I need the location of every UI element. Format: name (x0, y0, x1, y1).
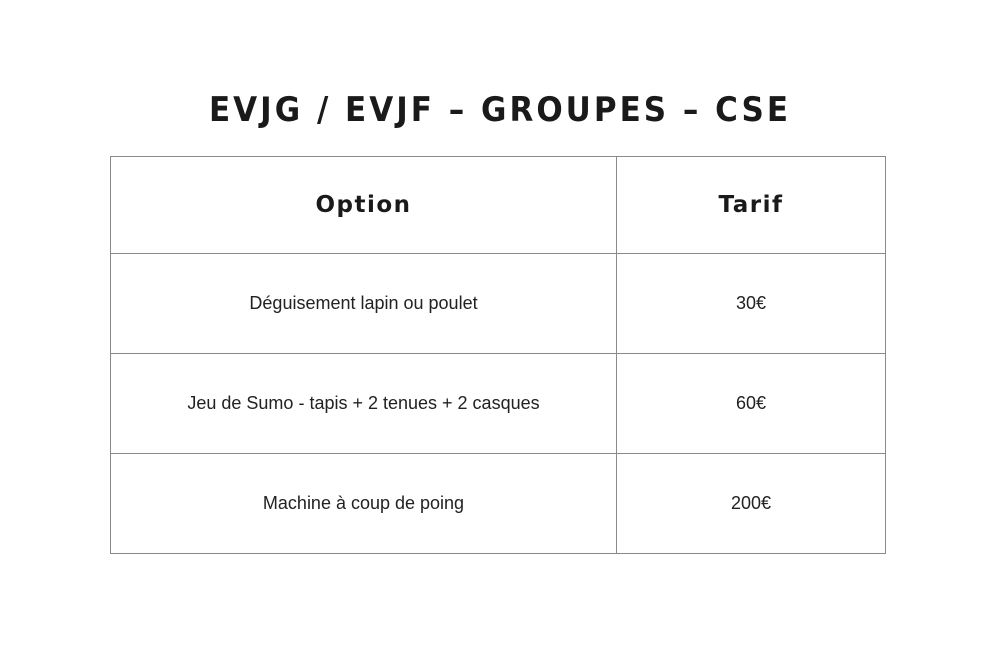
table-row (111, 254, 886, 354)
column-header-tarif: Tarif (617, 157, 886, 254)
option-cell: Machine à coup de poing (111, 454, 617, 554)
tarif-cell: 60€ (617, 354, 886, 454)
tarif-cell: 30€ (617, 254, 886, 354)
tarif-cell: 200€ (617, 454, 886, 554)
table-row (111, 354, 886, 454)
pricing-table (110, 156, 886, 554)
table-header-row (111, 157, 886, 254)
table-row (111, 454, 886, 554)
option-cell: Déguisement lapin ou poulet (111, 254, 617, 354)
column-header-option: Option (111, 157, 617, 254)
page-title: EVJG / EVJF – GROUPES – CSE (209, 90, 791, 130)
option-cell: Jeu de Sumo - tapis + 2 tenues + 2 casques (111, 354, 617, 454)
